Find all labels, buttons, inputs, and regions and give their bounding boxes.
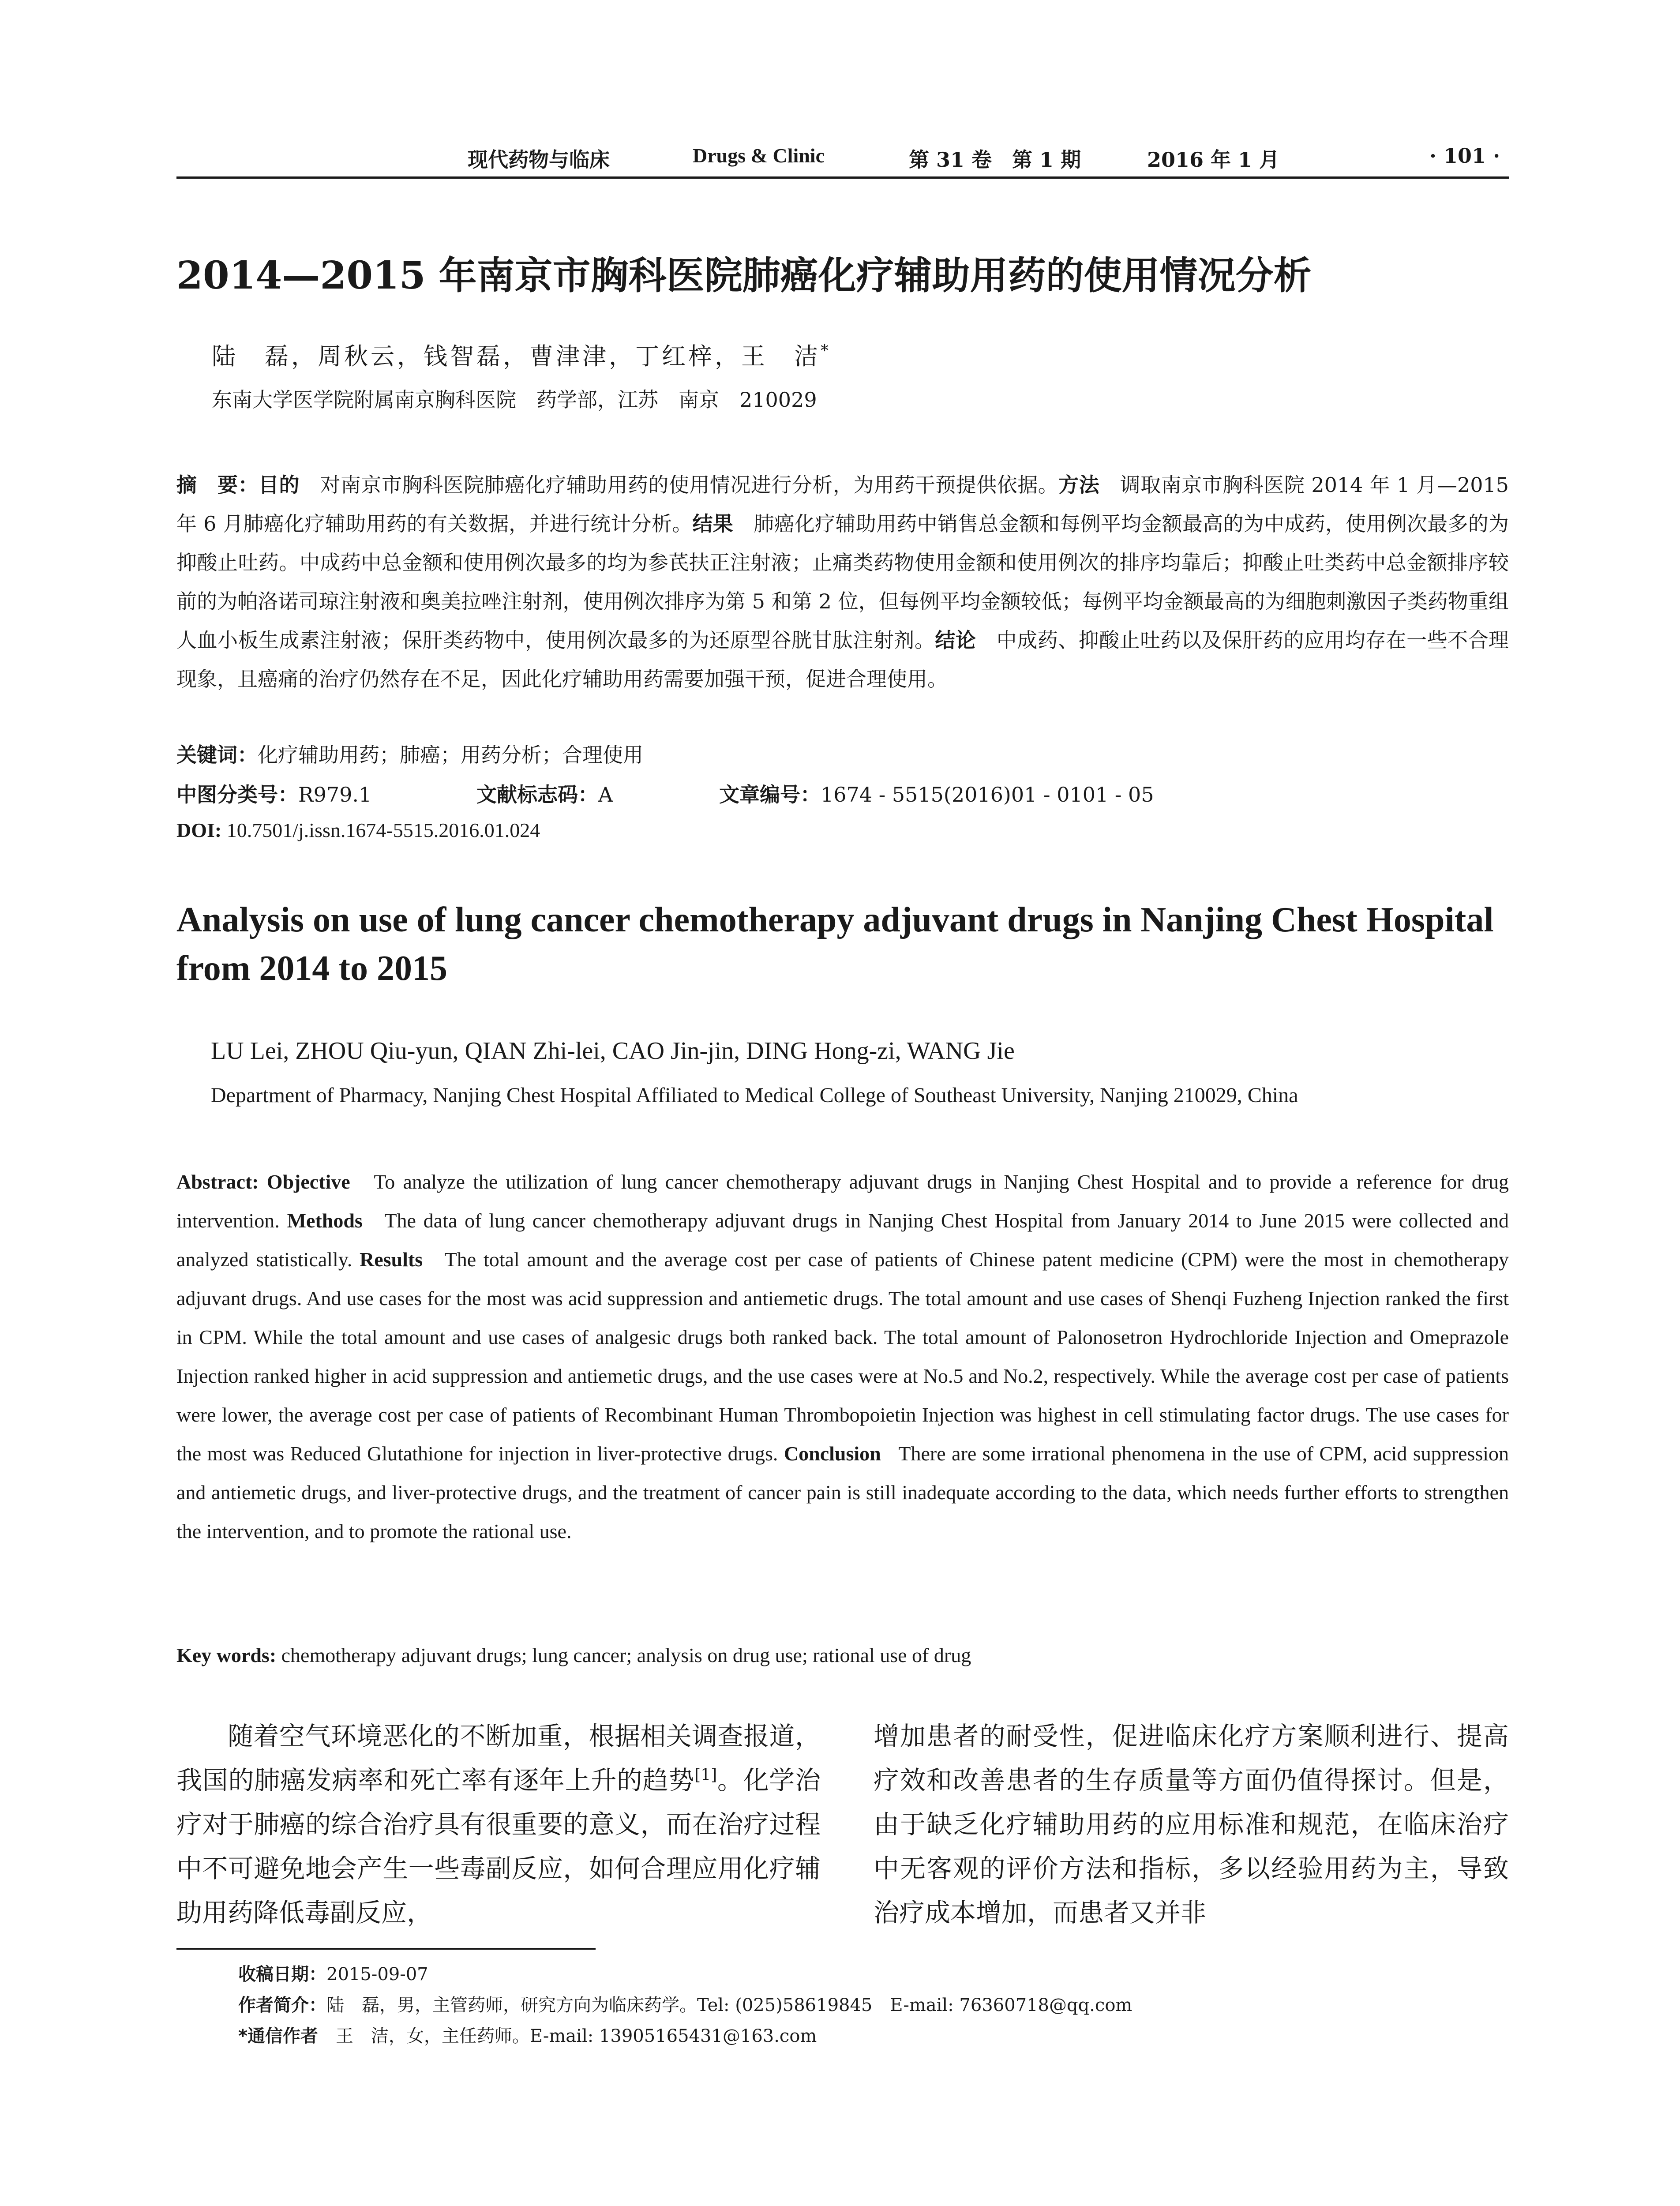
conclusion-label-cn: 结论 <box>935 628 976 652</box>
journal-name-cn: 现代药物与临床 <box>468 148 610 172</box>
keywords-en <box>176 1643 1509 1667</box>
article-no-label: 文章编号： <box>719 783 821 807</box>
objective-en: To analyze the utilization of lung cancer chemotherapy adjuvant drugs in Nanjing Chest Hospital and to provide a reference for drug intervention. <box>176 1171 1509 1232</box>
reference-link-1[interactable]: [1] <box>694 1766 717 1784</box>
objective-label-cn: 目的 <box>258 473 300 497</box>
corr-text: 王 洁，女，主任药师。E-mail: 13905165431@163.com <box>335 2026 817 2046</box>
bio-text: 陆 磊，男，主管药师，研究方向为临床药学。Tel: (025)58619845 E-mail: 76360718@qq.com <box>326 1995 1132 2015</box>
results-cn: 肺癌化疗辅助用药中销售总金额和每例平均金额最高的为中成药，使用例次最多的为抑酸止吐药。中成药中总金额和使用例次最多的均为参芪扶正注射液；止痛类药物使用金额和使用例次的排序均靠后；抑酸止吐类药中总金额排序较前的为帕洛诺司琼注射液和奥美拉唑注射剂，使用例次排序为第 5 和第 2 位，但每例平均金额较低；每例平均金额最高的为细胞刺激因子类药物重组人血小板生成素注射液；保肝类药物中，使用例次最多的为还原型谷胱甘肽注射剂。 <box>176 512 1509 652</box>
received-date: 2015-09-07 <box>326 1964 428 1985</box>
abstract-en <box>176 1163 1509 1551</box>
article-title-en: Analysis on use of lung cancer chemotherapy adjuvant drugs in Nanjing Chest Hospital from 2014 to 2015 <box>176 900 1494 988</box>
running-header <box>176 140 1509 180</box>
methods-label-cn: 方法 <box>1058 473 1100 497</box>
results-label-en: Results <box>360 1248 423 1271</box>
clc-value: R979.1 <box>298 783 372 807</box>
footnote-corresponding <box>238 2021 1509 2052</box>
conclusion-cn: 中成药、抑酸止吐药以及保肝药的应用均存在一些不合理现象，且癌痛的治疗仍然存在不足，因此化疗辅助用药需要加强干预，促进合理使用。 <box>176 628 1509 691</box>
footnote-bio <box>238 1990 1509 2021</box>
keywords-en-label: Key words: <box>176 1644 277 1666</box>
classification-row <box>176 779 1509 810</box>
abstract-en-label: Abstract: <box>176 1171 259 1193</box>
clc-cell <box>176 779 371 808</box>
methods-label-en: Methods <box>287 1209 363 1232</box>
footnote-received <box>238 1959 1509 1990</box>
results-label-cn: 结果 <box>692 512 734 536</box>
keywords-cn <box>176 739 1509 768</box>
received-label: 收稿日期： <box>238 1964 326 1985</box>
authors-en: LU Lei, ZHOU Qiu-yun, QIAN Zhi-lei, CAO Jin-jin, DING Hong-zi, WANG Jie <box>211 1037 1015 1065</box>
affiliation-cn: 东南大学医学院附属南京胸科医院 药学部，江苏 南京 210029 <box>212 388 817 412</box>
footnote-rule <box>176 1948 596 1950</box>
doi-value: 10.7501/j.issn.1674-5515.2016.01.024 <box>226 819 540 841</box>
body-column-right: 增加患者的耐受性，促进临床化疗方案顺利进行、提高疗效和改善患者的生存质量等方面仍值得探讨。但是，由于缺乏化疗辅助用药的应用标准和规范，在临床治疗中无客观的评价方法和指标，多以经验用药为主，导致治疗成本增加，而患者又并非 <box>874 1721 1509 1928</box>
abstract-cn <box>176 465 1509 698</box>
affiliation-en: Department of Pharmacy, Nanjing Chest Hospital Affiliated to Medical College of Southeast University, Nanjing 210029, China <box>211 1084 1298 1107</box>
body-column-left <box>176 1714 821 1935</box>
clc-label: 中图分类号： <box>176 783 298 807</box>
header-rule <box>176 176 1509 179</box>
corresponding-mark: * <box>821 342 831 360</box>
authors-cn <box>212 338 831 371</box>
bio-label: 作者简介： <box>238 1995 326 2015</box>
conclusion-label-en: Conclusion <box>784 1442 881 1465</box>
keywords-en-text: chemotherapy adjuvant drugs; lung cancer; analysis on drug use; rational use of drug <box>281 1644 971 1666</box>
volume-issue: 第 31 卷 第 1 期 <box>909 148 1081 172</box>
results-en: The total amount and the average cost per case of patients of Chinese patent medicine (CPM) were the most in chemotherapy adjuvant drugs. And use cases for the most was acid suppression and antiemetic drugs. The total amount and use cases of Shenqi Fuzheng Injection ranked the first in CPM. While the total amount and use cases of analgesic drugs both ranked back. The total amount of Palonosetron Hydrochloride Injection and Omeprazole Injection ranked higher in acid suppression and antiemetic drugs, and the use cases were at No.5 and No.2, respectively. While the average cost per case of patients were lower, the average cost per case of patients of Recombinant Human Thrombopoietin Injection was highest in cell stimulating factor drugs. The use cases for the most was Reduced Glutathione for injection in liver-protective drugs. <box>176 1248 1509 1465</box>
body-left-text-b: 。化学治疗对于肺癌的综合治疗具有很重要的意义，而在治疗过程中不可避免地会产生一些毒副反应，如何合理应用化疗辅助用药降低毒副反应， <box>176 1765 821 1928</box>
authors-cn-names: 陆 磊，周秋云，钱智磊，曹津津，丁红梓，王 洁 <box>212 342 821 370</box>
conclusion-en: There are some irrational phenomena in the use of CPM, acid suppression and antiemetic drugs, and liver-protective drugs, and the treatment of cancer pain is still inadequate according to the data, which needs further efforts to strengthen the intervention, and to promote the rational use. <box>176 1442 1509 1542</box>
methods-cn: 调取南京市胸科医院 2014 年 1 月—2015 年 6 月肺癌化疗辅助用药的有关数据，并进行统计分析。 <box>176 473 1509 536</box>
doc-code-label: 文献标志码： <box>476 783 598 807</box>
issue-date: 2016 年 1 月 <box>1147 148 1280 172</box>
doi-line <box>176 818 540 842</box>
article-no-value: 1674 - 5515(2016)01 - 0101 - 05 <box>821 783 1154 807</box>
abstract-cn-label: 摘 要： <box>176 473 259 497</box>
keywords-cn-label: 关键词： <box>176 743 258 767</box>
article-no-cell <box>719 779 1154 808</box>
article-title-cn: 2014—2015 年南京市胸科医院肺癌化疗辅助用药的使用情况分析 <box>176 253 1312 298</box>
objective-cn: 对南京市胸科医院肺癌化疗辅助用药的使用情况进行分析，为用药干预提供依据。 <box>320 473 1059 497</box>
corr-label: *通信作者 <box>238 2026 318 2046</box>
doc-code-value: A <box>598 783 613 807</box>
objective-label-en: Objective <box>266 1171 350 1193</box>
journal-name-en: Drugs & Clinic <box>693 144 825 167</box>
doc-code-cell <box>476 779 613 808</box>
footnotes <box>238 1959 1509 2052</box>
doi-label: DOI: <box>176 819 222 841</box>
methods-en: The data of lung cancer chemotherapy adjuvant drugs in Nanjing Chest Hospital from January 2014 to June 2015 were collected and analyzed statistically. <box>176 1209 1509 1271</box>
page-number: · 101 · <box>1429 144 1500 168</box>
keywords-cn-text: 化疗辅助用药；肺癌；用药分析；合理使用 <box>258 743 643 767</box>
body-left-text-a: 随着空气环境恶化的不断加重，根据相关调查报道，我国的肺癌发病率和死亡率有逐年上升的趋势 <box>176 1721 821 1795</box>
